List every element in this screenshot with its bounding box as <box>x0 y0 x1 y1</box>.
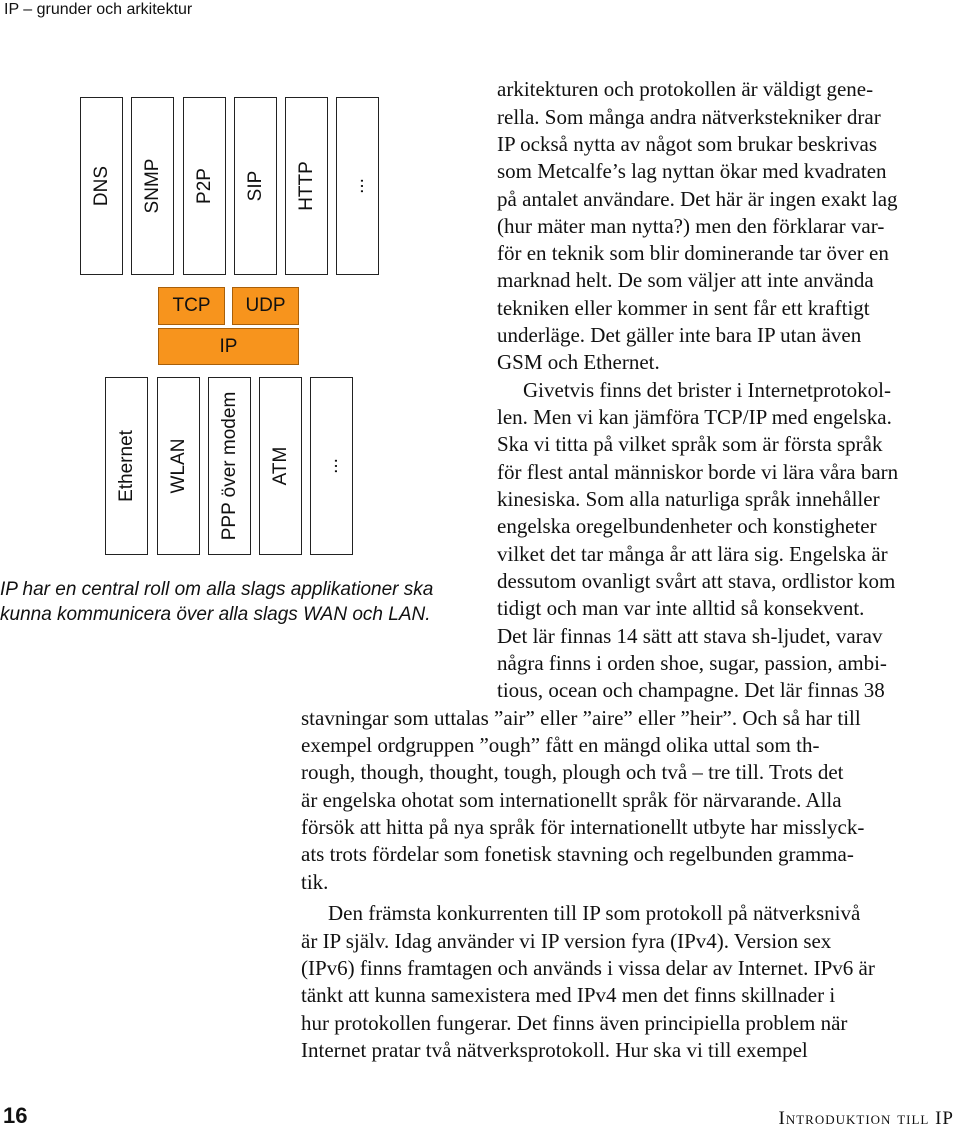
body-line: arkitekturen och protokollen är väldigt gene- <box>497 77 874 101</box>
transport-label: TCP <box>172 295 211 316</box>
link-box-ethernet <box>105 377 148 555</box>
app-box-p2p <box>183 97 226 275</box>
app-label: HTTP <box>295 161 317 211</box>
app-label: P2P <box>193 168 215 204</box>
body-line: stavningar som uttalas ”air” eller ”aire” eller ”heir”. Och så har till <box>301 706 861 730</box>
body-line: underläge. Det gäller inte bara IP utan även <box>497 323 862 347</box>
body-line: len. Men vi kan jämföra TCP/IP med engelska. <box>497 405 892 429</box>
app-box-dns <box>80 97 123 275</box>
body-line: exempel ordgruppen ”ough” fått en mängd olika uttal som th- <box>301 733 820 757</box>
body-line: tious, ocean och champagne. Det lär finnas 38 <box>497 678 885 702</box>
network-box-ip <box>158 328 299 365</box>
app-label: ... <box>346 178 368 194</box>
app-box-more <box>336 97 379 275</box>
body-line: för flest antal människor borde vi lära våra barn <box>497 460 899 484</box>
body-line: hur protokollen fungerar. Det finns även principiella problem när <box>301 1011 848 1035</box>
body-line: (hur mäter man nytta?) men den förklarar var- <box>497 214 885 238</box>
body-line: för en teknik som blir dominerande tar över en <box>497 241 889 265</box>
body-line: Det lär finnas 14 sätt att stava sh-ljudet, varav <box>497 624 883 648</box>
app-box-http <box>285 97 328 275</box>
body-line: ats trots fördelar som fonetisk stavning och regelbunden gramma- <box>301 842 854 866</box>
figure-caption: IP har en central roll om alla slags applikationer ska kunna kommunicera över alla slags WAN och LAN. <box>0 579 434 625</box>
transport-box-udp <box>232 287 299 325</box>
page-number: 16 <box>3 1103 28 1128</box>
body-line: vilket det tar många år att lära sig. Engelska är <box>497 542 888 566</box>
link-box-ppp <box>208 377 251 555</box>
app-label: SIP <box>244 170 266 202</box>
body-line: försök att hitta på nya språk för internationellt utbyte har misslyck- <box>301 815 865 839</box>
body-line: som Metcalfe’s lag nyttan ökar med kvadraten <box>497 159 887 183</box>
body-line: kinesiska. Som alla naturliga språk innehåller <box>497 487 880 511</box>
body-line: tik. <box>301 870 329 894</box>
app-box-sip <box>234 97 277 275</box>
body-line: marknad helt. De som väljer att inte använda <box>497 268 874 292</box>
body-line: GSM och Ethernet. <box>497 350 660 374</box>
transport-box-tcp <box>158 287 225 325</box>
link-label: ATM <box>269 446 291 486</box>
body-line: (IPv6) finns framtagen och används i vissa delar av Internet. IPv6 är <box>301 956 875 980</box>
body-line: är IP själv. Idag använder vi IP version fyra (IPv4). Version sex <box>301 929 832 953</box>
running-footer: Introduktion till IP <box>778 1108 954 1129</box>
app-label: SNMP <box>141 158 163 214</box>
body-line: Internet pratar två nätverksprotokoll. Hur ska vi till exempel <box>301 1038 808 1062</box>
body-line: tänkt att kunna samexistera med IPv4 men det finns skillnader i <box>301 983 836 1007</box>
link-box-wlan <box>157 377 200 555</box>
body-line: några finns i orden shoe, sugar, passion, ambi- <box>497 651 887 675</box>
link-label: WLAN <box>167 438 189 494</box>
body-line: engelska oregelbundenheter och konstigheter <box>497 514 877 538</box>
app-box-snmp <box>131 97 174 275</box>
body-line: Givetvis finns det brister i Internetprotokol- <box>523 378 892 402</box>
body-line: tidigt och man var inte alltid så konsekvent. <box>497 596 865 620</box>
transport-label: UDP <box>245 295 286 316</box>
link-label: Ethernet <box>115 430 137 502</box>
body-line: IP också nytta av något som brukar beskrivas <box>497 132 878 156</box>
link-label: PPP över modem <box>218 391 240 541</box>
link-box-more <box>310 377 353 555</box>
body-line: Ska vi titta på vilket språk som är första språk <box>497 432 883 456</box>
body-line: dessutom ovanligt svårt att stava, ordlistor kom <box>497 569 896 593</box>
body-line: är engelska ohotat som internationellt språk för närvarande. Alla <box>301 788 842 812</box>
body-line: tekniken eller kommer in sent får ett kraftigt <box>497 296 870 320</box>
link-label: ... <box>320 458 342 474</box>
app-label: DNS <box>90 165 112 207</box>
body-line: på antalet användare. Det här är ingen exakt lag <box>497 187 898 211</box>
running-header: IP – grunder och arkitektur <box>4 1 193 18</box>
link-box-atm <box>259 377 302 555</box>
body-line: Den främsta konkurrenten till IP som protokoll på nätverksnivå <box>328 901 861 925</box>
body-line: rough, though, thought, tough, plough och två – tre till. Trots det <box>301 760 844 784</box>
body-line: rella. Som många andra nätverkstekniker drar <box>497 105 881 129</box>
network-label: IP <box>219 335 238 357</box>
